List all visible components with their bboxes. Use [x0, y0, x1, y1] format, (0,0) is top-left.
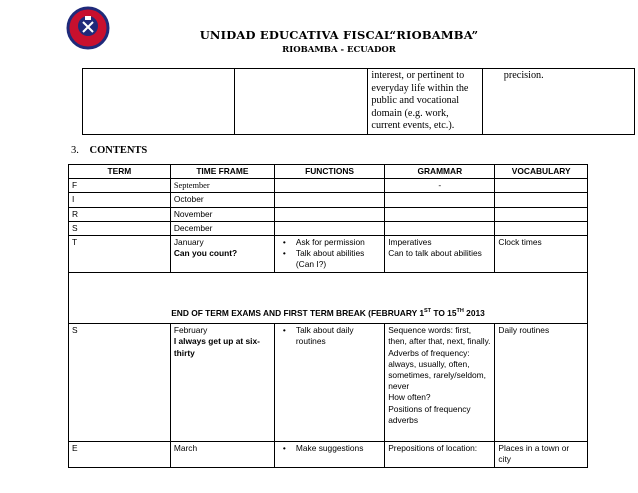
- time-cell: [170, 324, 274, 442]
- functions-cell: [274, 179, 384, 193]
- grammar-cell: [385, 236, 495, 273]
- objectives-cell-2: [234, 69, 368, 135]
- grammar-line: Adverbs of frequency: always, usually, often, sometimes, rarely/seldom, never: [388, 347, 486, 392]
- list-item: • Talk about daily routines: [296, 325, 381, 347]
- table-row: [69, 442, 588, 467]
- grammar-cell: Prepositions of location:: [385, 442, 495, 467]
- term-break-cell: [69, 304, 588, 324]
- time-cell: [170, 236, 274, 273]
- section-heading: [71, 145, 147, 156]
- term-cell: I: [69, 193, 171, 207]
- grammar-cell: -: [385, 179, 495, 193]
- term-cell: E: [69, 442, 171, 467]
- grammar-line: Positions of frequency adverbs: [388, 403, 471, 425]
- vocabulary-cell: [495, 179, 588, 193]
- table-row: [69, 207, 588, 221]
- functions-cell: [274, 193, 384, 207]
- vocabulary-cell: [495, 207, 588, 221]
- term-cell: S: [69, 324, 171, 442]
- vocabulary-cell: [495, 193, 588, 207]
- school-city: RIOBAMBA - ECUADOR: [282, 45, 396, 55]
- grammar-line: Can to talk about abilities: [388, 248, 482, 259]
- unit-title: Can you count?: [173, 248, 238, 259]
- grammar-line: Sequence words: first, then, after that, next, finally.: [388, 325, 491, 347]
- functions-cell: [274, 442, 384, 467]
- grammar-cell: [385, 324, 495, 442]
- table-row: [69, 221, 588, 235]
- unit-title: I always get up at six-thirty: [173, 336, 260, 358]
- spacer-cell: [69, 272, 588, 304]
- table-row: [69, 324, 588, 442]
- table-row: [69, 179, 588, 193]
- term-cell: F: [69, 179, 171, 193]
- header-grammar: GRAMMAR: [385, 165, 495, 179]
- table-header-row: [69, 165, 588, 179]
- school-name: UNIDAD EDUCATIVA FISCAL“RIOBAMBA”: [199, 28, 479, 42]
- grammar-cell: [385, 193, 495, 207]
- header-term: TERM: [69, 165, 171, 179]
- grammar-cell: [385, 221, 495, 235]
- functions-cell: [274, 236, 384, 273]
- time-cell: October: [170, 193, 274, 207]
- month-label: February: [173, 325, 208, 336]
- header-time-frame: TIME FRAME: [170, 165, 274, 179]
- term-break-row: [69, 304, 588, 324]
- header-functions: FUNCTIONS: [274, 165, 384, 179]
- time-cell: March: [170, 442, 274, 467]
- objectives-cell-1: [83, 69, 235, 135]
- break-mid: TO 15: [431, 308, 457, 319]
- vocabulary-cell: Places in a town or city: [495, 442, 588, 467]
- break-prefix: END OF TERM EXAMS AND FIRST TERM BREAK (FEBRUARY 1: [171, 308, 424, 319]
- break-sup-1: ST: [424, 308, 432, 315]
- objectives-cell-4-text: precision.: [503, 70, 544, 81]
- month-label: January: [173, 237, 204, 248]
- term-cell: T: [69, 236, 171, 273]
- section-title: CONTENTS: [89, 145, 148, 156]
- vocabulary-cell: Clock times: [495, 236, 588, 273]
- header-vocabulary: VOCABULARY: [495, 165, 588, 179]
- functions-list: [278, 325, 381, 347]
- functions-cell: [274, 221, 384, 235]
- functions-list: [278, 443, 381, 454]
- functions-cell: [274, 207, 384, 221]
- functions-cell: [274, 324, 384, 442]
- table-row: [69, 236, 588, 273]
- table-row: [69, 193, 588, 207]
- objectives-cell-3: interest, or pertinent to everyday life within the public and vocational domain (e.g. work, current events, etc.).: [368, 69, 482, 135]
- vocabulary-cell: Daily routines: [495, 324, 588, 442]
- functions-list: [278, 237, 381, 271]
- break-sup-2: TH: [456, 308, 464, 315]
- term-cell: S: [69, 221, 171, 235]
- term-cell: R: [69, 207, 171, 221]
- vocabulary-cell: [495, 221, 588, 235]
- grammar-line: Imperatives: [388, 237, 432, 248]
- list-item: • Make suggestions: [296, 443, 381, 454]
- grammar-line: How often?: [388, 392, 431, 403]
- grammar-cell: [385, 207, 495, 221]
- contents-table: [68, 164, 588, 468]
- table-row-spacer: [69, 272, 588, 304]
- list-item: • Talk about abilities (Can I?): [296, 248, 381, 270]
- objectives-table: [82, 68, 635, 135]
- time-cell: September: [170, 179, 274, 193]
- time-cell: November: [170, 207, 274, 221]
- list-item: • Ask for permission: [296, 237, 381, 248]
- objectives-cell-4: [482, 69, 634, 135]
- section-number: 3.: [71, 145, 79, 156]
- time-cell: December: [170, 221, 274, 235]
- break-suffix: 2013: [463, 308, 485, 319]
